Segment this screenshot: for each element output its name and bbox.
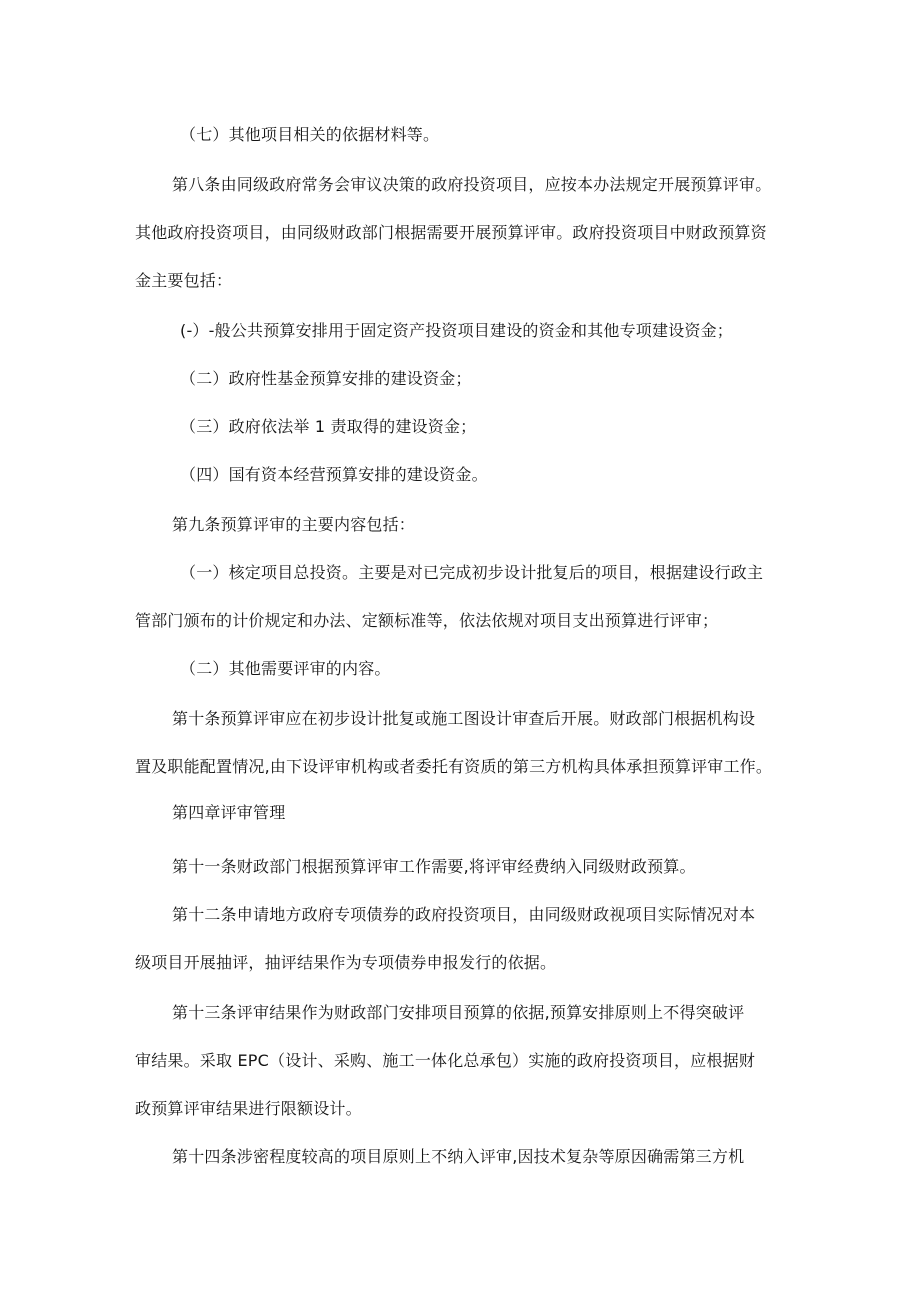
line-text: 管部门颁布的计价规定和办法、定额标准等，依法依规对项目支出预算进行评审； <box>135 611 719 630</box>
line-text: （七）其他项目相关的依据材料等。 <box>180 125 440 144</box>
line-text: 第十四条涉密程度较高的项目原则上不纳入评审,因技术复杂等原因确需第三方机 <box>172 1147 745 1166</box>
text-line <box>0 1046 920 1076</box>
line-text: 级项目开展抽评，抽评结果作为专项债券申报发行的依据。 <box>135 953 557 972</box>
line-text: 其他政府投资项目，由同级财政部门根据需要开展预算评审。政府投资项目中财政预算资 <box>135 223 767 242</box>
line-text: 第十一条财政部门根据预算评审工作需要,将评审经费纳入同级财政预算。 <box>172 857 696 876</box>
line-text: （四）国有资本经营预算安排的建设资金。 <box>180 465 488 484</box>
text-line <box>0 852 920 882</box>
text-line <box>0 752 920 782</box>
text-line <box>0 1094 920 1124</box>
text-line <box>0 998 920 1028</box>
line-text: 第十二条申请地方政府专项债券的政府投资项目，由同级财政视项目实际情况对本 <box>172 905 756 924</box>
line-text: （三）政府依法举 1 责取得的建设资金； <box>180 417 477 436</box>
text-line <box>0 606 920 636</box>
line-text: 第九条预算评审的主要内容包括： <box>172 515 416 534</box>
text-line <box>0 900 920 930</box>
line-text: （一）核定项目总投资。主要是对已完成初步设计批复后的项目，根据建设行政主 <box>180 563 764 582</box>
text-line <box>0 120 920 150</box>
text-line <box>0 798 920 828</box>
text-line <box>0 316 920 346</box>
text-line <box>0 460 920 490</box>
text-line <box>0 170 920 200</box>
line-text: 政预算评审结果进行限额设计。 <box>135 1099 362 1118</box>
text-line <box>0 364 920 394</box>
text-line <box>0 412 920 442</box>
text-line <box>0 948 920 978</box>
text-line <box>0 654 920 684</box>
text-line <box>0 1142 920 1172</box>
line-text: 第四章评审管理 <box>172 803 286 822</box>
text-line <box>0 558 920 588</box>
line-text: （二）政府性基金预算安排的建设资金； <box>180 369 472 388</box>
line-text: 第十三条评审结果作为财政部门安排项目预算的依据,预算安排原则上不得突破评 <box>172 1003 745 1022</box>
line-text: 置及职能配置情况,由下设评审机构或者委托有资质的第三方机构具体承担预算评审工作。 <box>135 757 773 776</box>
line-text: （二）其他需要评审的内容。 <box>180 659 391 678</box>
line-text: 金主要包括： <box>135 271 233 290</box>
text-line <box>0 510 920 540</box>
text-line <box>0 218 920 248</box>
text-line <box>0 704 920 734</box>
line-text: (-）-般公共预算安排用于固定资产投资项目建设的资金和其他专项建设资金； <box>180 321 733 340</box>
text-line <box>0 266 920 296</box>
line-text: 第十条预算评审应在初步设计批复或施工图设计审查后开展。财政部门根据机构设 <box>172 709 756 728</box>
line-text: 第八条由同级政府常务会审议决策的政府投资项目，应按本办法规定开展预算评审。 <box>172 175 772 194</box>
line-text: 审结果。采取 EPC（设计、采购、施工一体化总承包）实施的政府投资项目，应根据财 <box>135 1051 756 1070</box>
